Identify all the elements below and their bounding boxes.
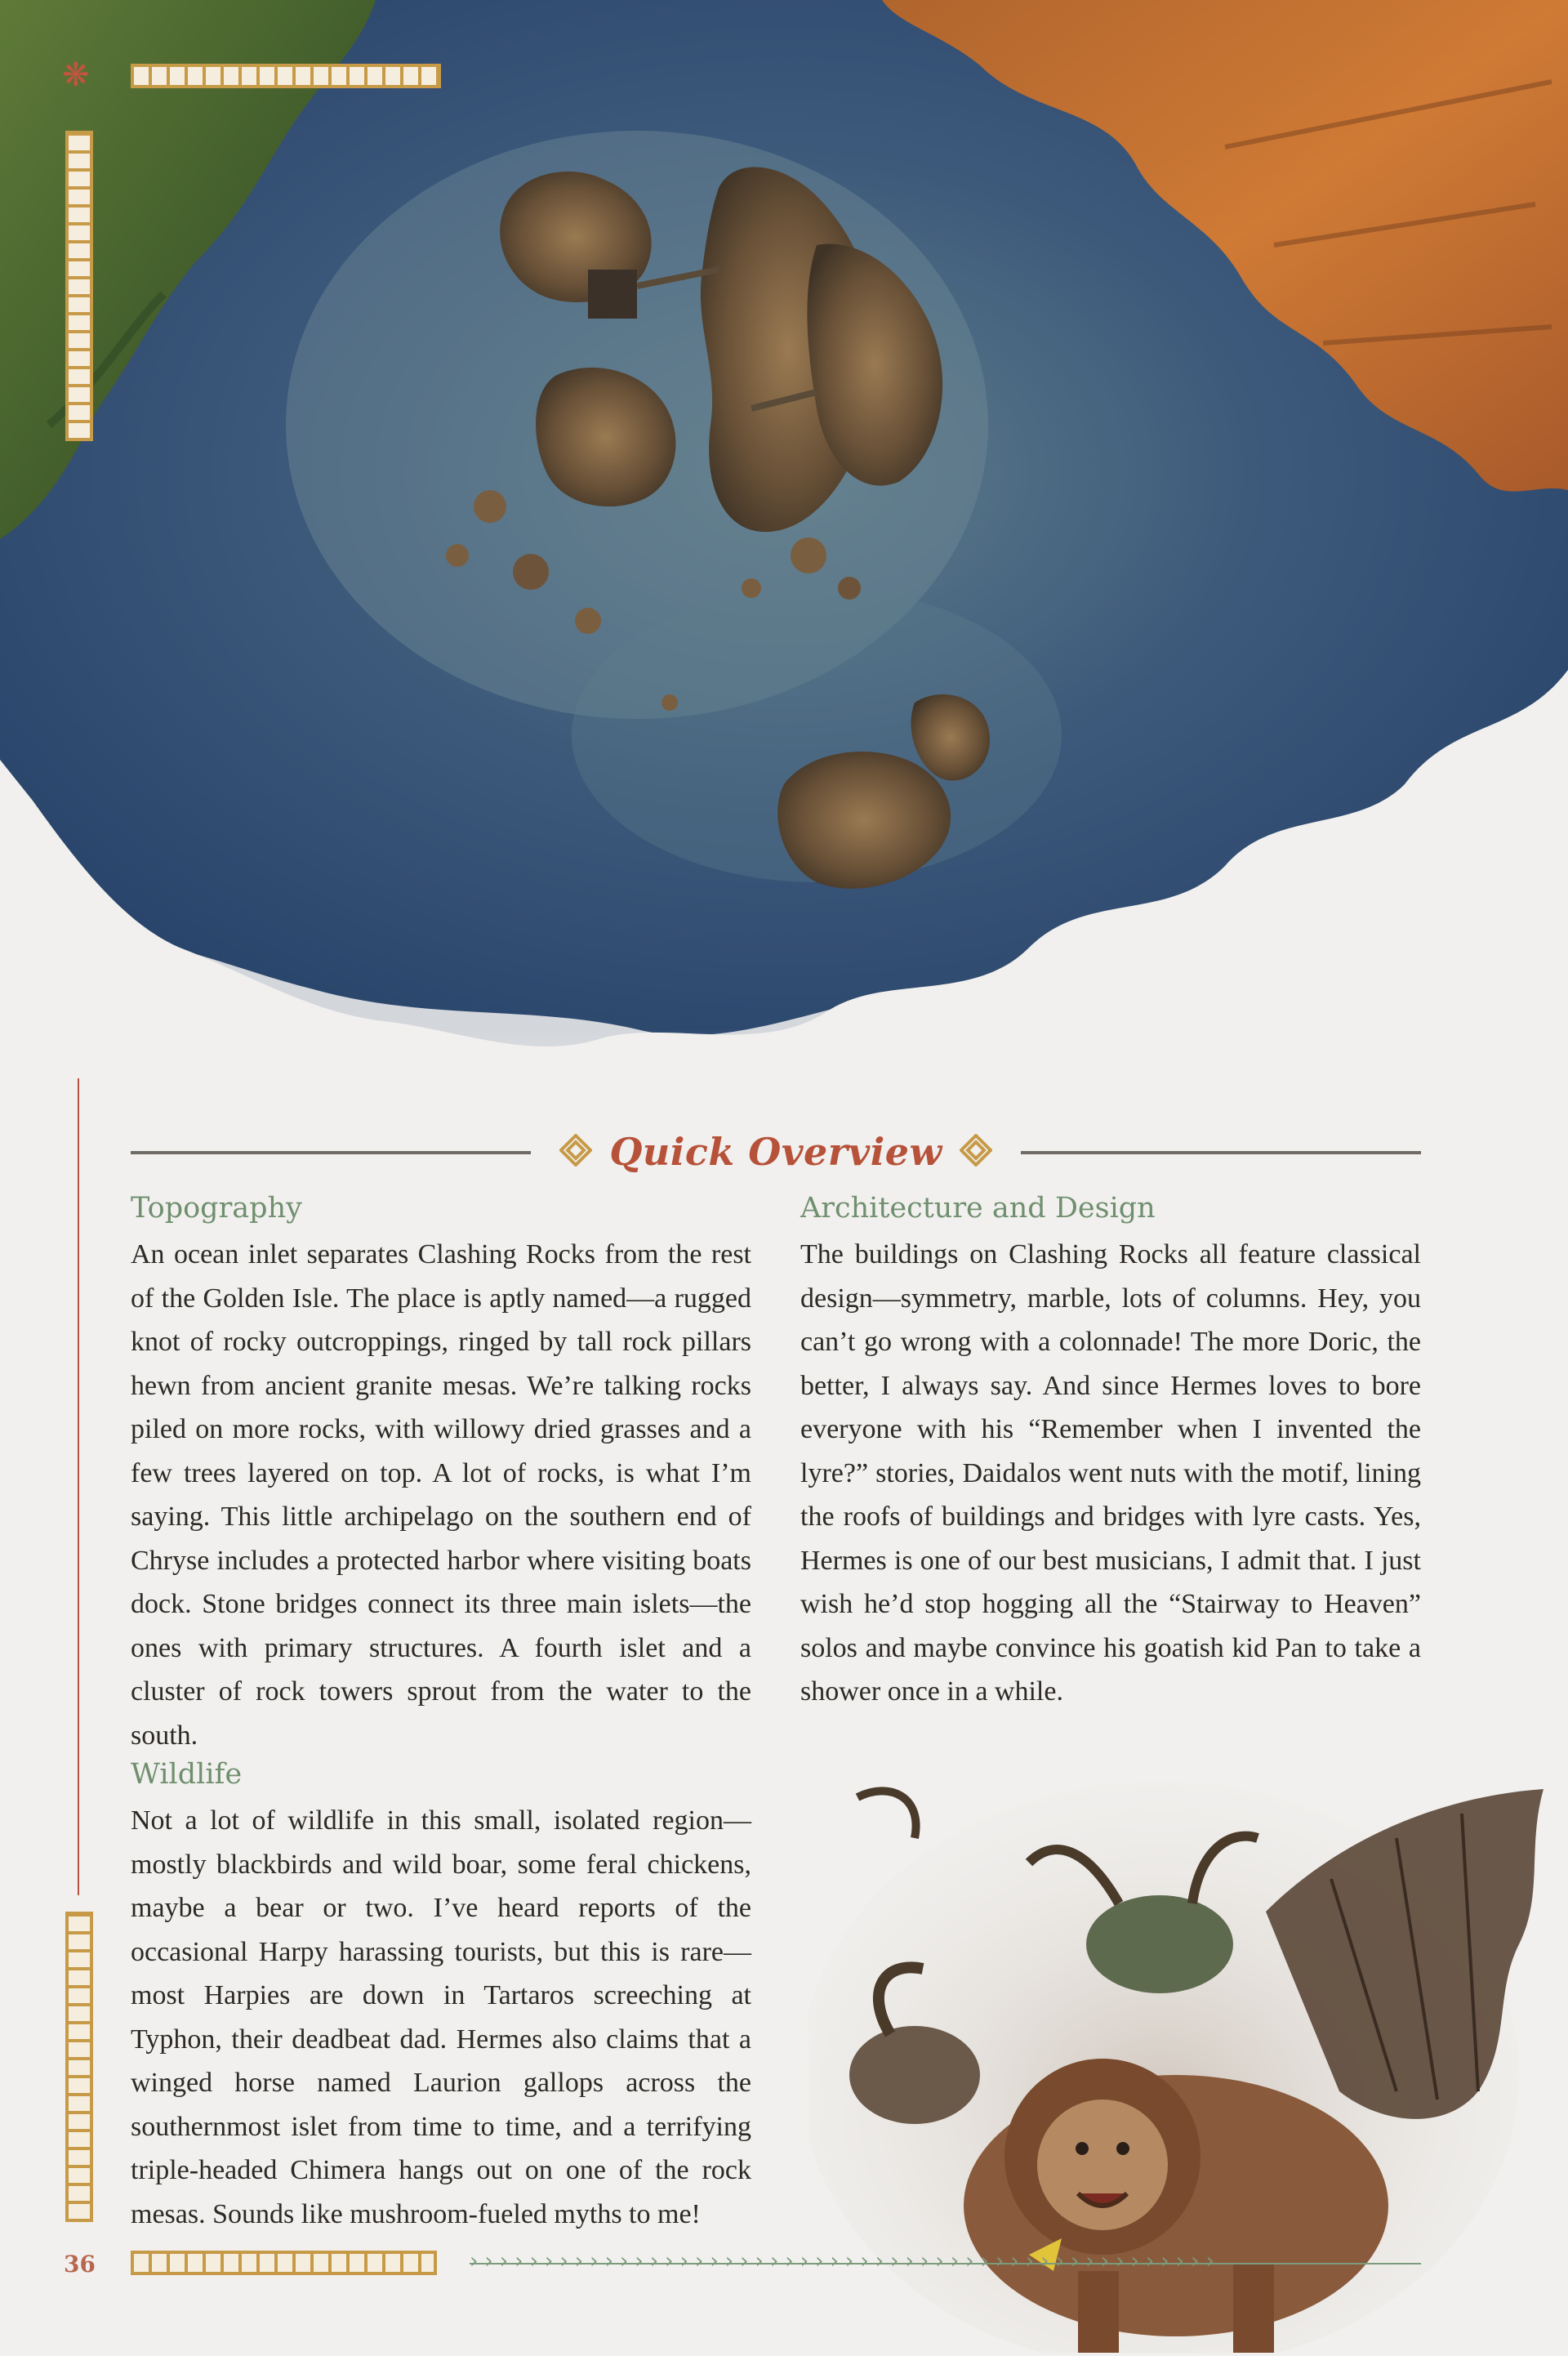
topography-heading: Topography xyxy=(131,1192,302,1225)
architecture-heading: Architecture and Design xyxy=(800,1192,1156,1225)
section-title: Quick Overview xyxy=(609,1130,942,1174)
topography-body: An ocean inlet separates Clashing Rocks from the rest of the Golden Isle. The place is aptly named—a rugged knot of rocky outcroppings, ringed by tall rock pillars hewn from ancient granite mesas. We’re talking rocks piled on more rocks, with willowy dried grasses and a few trees layered on top. A lot of rocks, is what I’m saying. This little archipelago on the southern end of Chryse includes a protected harbor where visiting boats dock. Stone bridges connect its three main islets—the ones with primary structures. A fourth islet and a cluster of rock towers sprout from the water to the south. xyxy=(131,1239,751,1751)
heading-rule-right xyxy=(1021,1151,1421,1154)
greek-key-border-bottom xyxy=(131,2251,437,2275)
topography-section xyxy=(131,1190,751,1757)
section-heading xyxy=(131,1123,1421,1180)
knot-icon xyxy=(960,1134,992,1167)
island-map-illustration xyxy=(0,0,1568,1160)
wildlife-heading: Wildlife xyxy=(131,1758,243,1791)
architecture-body: The buildings on Clashing Rocks all feature classical design—symmetry, marble, lots of columns. Hey, you can’t go wrong with a colonnade! The more Doric, the better, I always say. And since Hermes loves to bore everyone with his “Remember when I invented the lyre?” stories, Daidalos went nuts with the motif, lining the roofs of buildings and bridges with lyre casts. Yes, Hermes is one of our best musicians, I admit that. I just wish he’d stop hogging all the “Stairway to Heaven” solos and maybe convince his goatish kid Pan to take a shower once in a while. xyxy=(800,1239,1421,1707)
architecture-section xyxy=(800,1190,1421,1714)
wildlife-body: Not a lot of wildlife in this small, isolated region—mostly blackbirds and wild boar, some feral chickens, maybe a bear or two. I’ve heard reports of the occasional Harpy harassing tourists, but this is rare—most Harpies are down in Tartaros screeching at Typhon, their deadbeat dad. Hermes also claims that a winged horse named Laurion gallops across the southernmost islet from time to time, and a terrifying triple-headed Chimera hangs out on one of the rock mesas. Sounds like mushroom-fueled myths to me! xyxy=(131,1805,751,2229)
margin-rule xyxy=(78,1078,79,1895)
wildlife-section xyxy=(131,1756,751,2236)
greek-key-border-left-top xyxy=(65,131,93,441)
greek-key-border-top xyxy=(131,64,441,88)
flourish-icon: ❋ xyxy=(62,56,90,94)
page-number: 36 xyxy=(64,2251,96,2278)
footer-arrow-ornament: ›››››››››››››››››››››››››››››››››››››››››››››››››› xyxy=(470,2249,1221,2273)
greek-key-border-left-bottom xyxy=(65,1912,93,2222)
